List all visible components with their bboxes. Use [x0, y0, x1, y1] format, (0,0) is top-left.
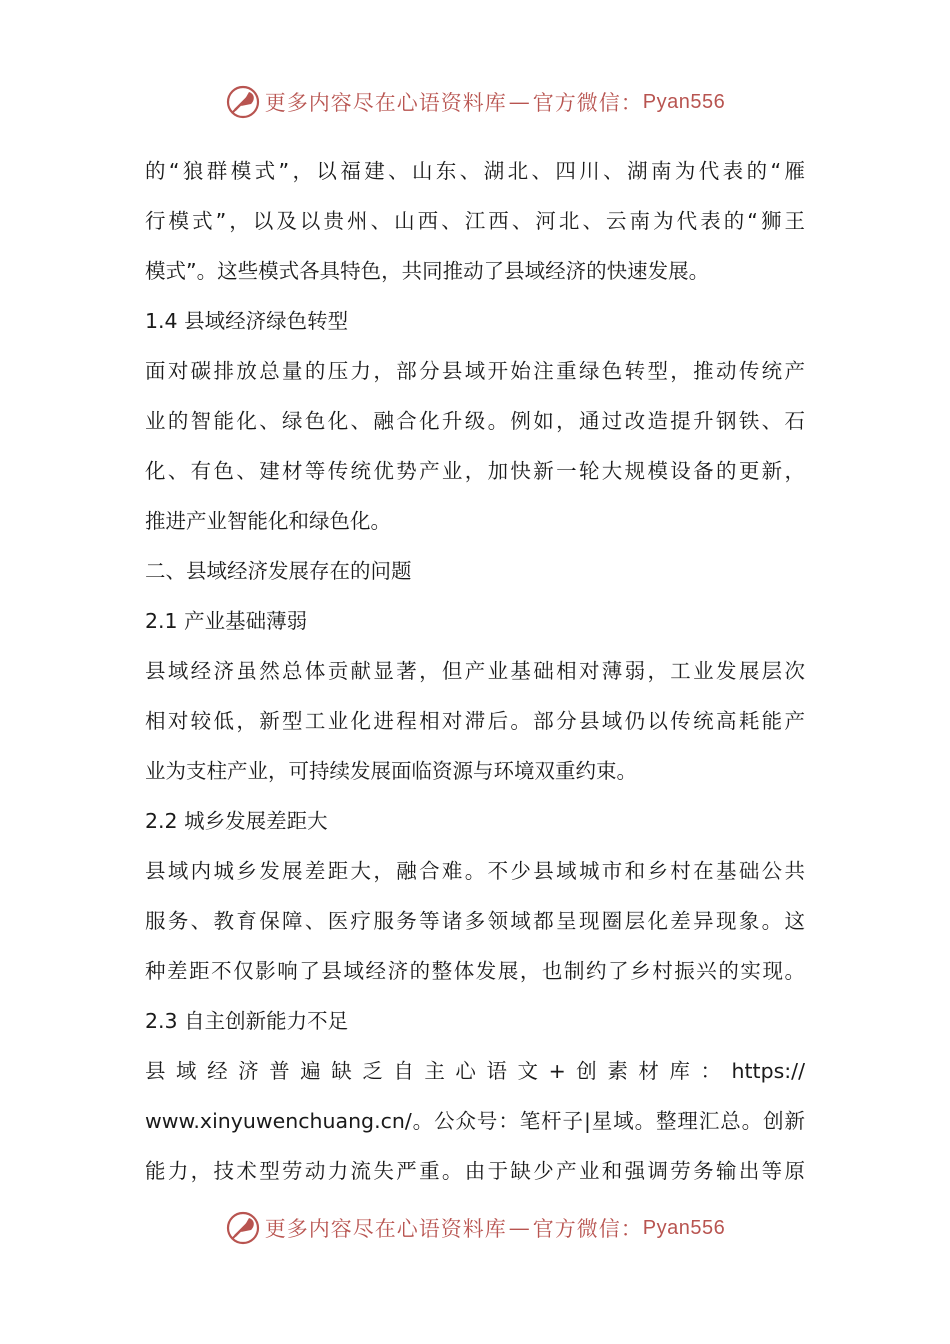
watermark-separator: —: [508, 1216, 531, 1240]
watermark-label: 官方微信：: [532, 91, 643, 115]
paragraph-line: 业的智能化、绿色化、融合化升级。例如，通过改造提升钢铁、石: [145, 409, 805, 433]
paragraph-line: 模式”。这些模式各具特色，共同推动了县域经济的快速发展。: [145, 259, 710, 283]
paragraph-line: 能力，技术型劳动力流失严重。由于缺少产业和强调劳务输出等原: [145, 1159, 805, 1183]
quill-logo-icon: [225, 1210, 261, 1246]
paragraph-line: 服务、教育保障、医疗服务等诸多领域都呈现圈层化差异现象。这: [145, 909, 805, 933]
paragraph-line: 面对碳排放总量的压力，部分县域开始注重绿色转型，推动传统产: [145, 359, 805, 383]
chapter-heading-2: 二、县域经济发展存在的问题: [145, 559, 412, 583]
section-heading-2-1: 2.1 产业基础薄弱: [145, 609, 308, 633]
watermark-brand-text: 更多内容尽在心语资料库: [264, 1217, 507, 1241]
header-watermark: [0, 84, 950, 120]
watermark-wechat-id: Pyan556: [642, 1216, 726, 1239]
paragraph-line-with-link: 县域经济普遍缺乏自主心语文+创素材库：https://: [145, 1059, 805, 1083]
paragraph-line: 业为支柱产业，可持续发展面临资源与环境双重约束。: [145, 759, 637, 783]
paragraph-line: 推进产业智能化和绿色化。: [145, 509, 391, 533]
paragraph-line: 的“狼群模式”，以福建、山东、湖北、四川、湖南为代表的“雁: [145, 159, 805, 183]
footer-watermark: [0, 1210, 950, 1246]
section-heading-2-3: 2.3 自主创新能力不足: [145, 1009, 349, 1033]
watermark-separator: —: [508, 90, 531, 114]
paragraph-line: 相对较低，新型工业化进程相对滞后。部分县域仍以传统高耗能产: [145, 709, 805, 733]
quill-logo-icon: [225, 84, 261, 120]
document-body: [145, 146, 805, 1196]
paragraph-line-with-url: www.xinyuwenchuang.cn/。公众号：笔杆子|星域。整理汇总。创新: [145, 1109, 805, 1133]
watermark-label: 官方微信：: [532, 1217, 643, 1241]
paragraph-line: 化、有色、建材等传统优势产业，加快新一轮大规模设备的更新，: [145, 459, 805, 483]
section-heading-1-4: 1.4 县域经济绿色转型: [145, 309, 349, 333]
paragraph-line: 行模式”，以及以贵州、山西、江西、河北、云南为代表的“狮王: [145, 209, 805, 233]
section-heading-2-2: 2.2 城乡发展差距大: [145, 809, 328, 833]
watermark-wechat-id: Pyan556: [642, 90, 726, 113]
paragraph-line: 种差距不仅影响了县域经济的整体发展，也制约了乡村振兴的实现。: [145, 959, 805, 983]
paragraph-line: 县域内城乡发展差距大，融合难。不少县域城市和乡村在基础公共: [145, 859, 805, 883]
watermark-brand-text: 更多内容尽在心语资料库: [264, 91, 507, 115]
paragraph-line: 县域经济虽然总体贡献显著，但产业基础相对薄弱，工业发展层次: [145, 659, 805, 683]
